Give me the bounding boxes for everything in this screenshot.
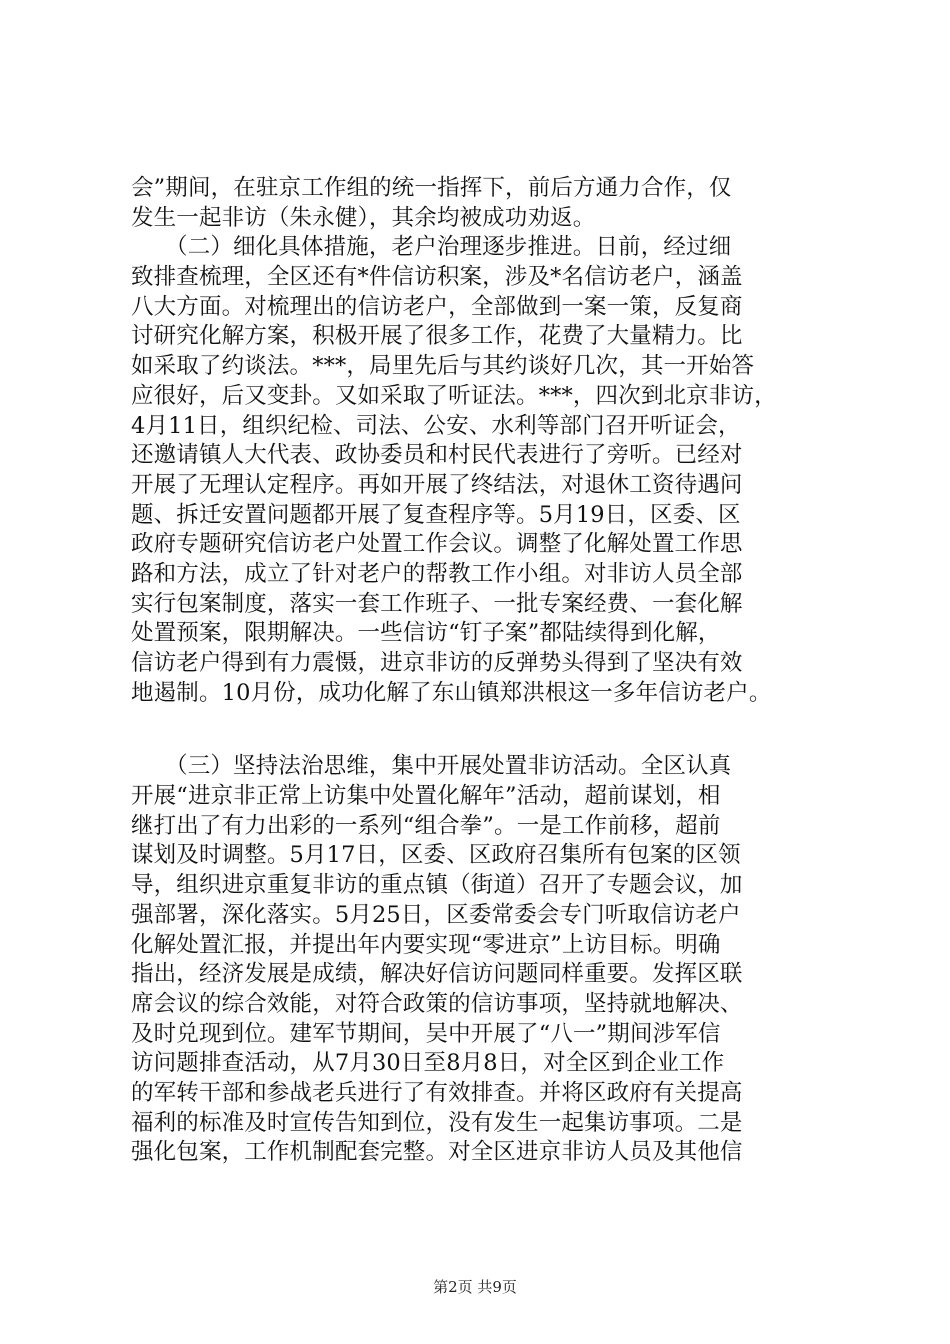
text-line: 席会议的综合效能，对符合政策的信访事项，坚持就地解决、 xyxy=(131,990,743,1017)
paragraph-1 xyxy=(131,174,831,233)
document-body xyxy=(131,174,831,1168)
text-line: 及时兑现到位。建军节期间，吴中开展了“八一”期间涉军信 xyxy=(131,1020,721,1047)
text-line: 处置预案，限期解决。一些信访“钉子案”都陆续得到化解， xyxy=(131,620,721,647)
text-line: 开展“进京非正常上访集中处置化解年”活动，超前谋划，相 xyxy=(131,783,721,810)
text-line: 题、拆迁安置问题都开展了复查程序等。5月19日，区委、区 xyxy=(131,501,741,528)
text-line: 信访老户得到有力震慑，进京非访的反弹势头得到了坚决有效 xyxy=(131,650,743,676)
text-line: 应很好，后又变卦。又如采取了听证法。***，四次到北京非访， xyxy=(131,382,777,409)
text-line: 致排查梳理，全区还有*件信访积案，涉及*名信访老户，涵盖 xyxy=(131,264,743,291)
text-line: 4月11日，组织纪检、司法、公安、水利等部门召开听证会， xyxy=(131,412,741,439)
text-line: （二）细化具体措施，老户治理逐步推进。日前，经过细 xyxy=(131,234,732,261)
text-line: 还邀请镇人大代表、政协委员和村民代表进行了旁听。已经对 xyxy=(131,442,743,469)
text-line: 政府专题研究信访老户处置工作会议。调整了化解处置工作思 xyxy=(131,531,743,558)
text-line: 会”期间，在驻京工作组的统一指挥下，前后方通力合作，仅 xyxy=(131,175,732,201)
text-line: 如采取了约谈法。***，局里先后与其约谈好几次，其一开始答 xyxy=(131,353,755,380)
text-line: 开展了无理认定程序。再如开展了终结法，对退休工资待遇问 xyxy=(131,471,743,498)
text-line: 强部署，深化落实。5月25日，区委常委会专门听取信访老户 xyxy=(131,901,741,928)
text-line: 福利的标准及时宣传告知到位，没有发生一起集访事项。二是 xyxy=(131,1109,743,1136)
paragraph-3 xyxy=(131,752,831,1168)
text-line: 指出，经济发展是成绩，解决好信访问题同样重要。发挥区联 xyxy=(131,961,743,988)
text-line: 的军转干部和参战老兵进行了有效排查。并将区政府有关提高 xyxy=(131,1079,743,1106)
text-line: 谋划及时调整。5月17日，区委、区政府召集所有包案的区领 xyxy=(131,842,741,869)
paragraph-2 xyxy=(131,233,831,708)
text-line: 导，组织进京重复非访的重点镇（街道）召开了专题会议，加 xyxy=(131,872,743,899)
paragraph-spacer xyxy=(131,708,831,752)
text-line: 发生一起非访（朱永健），其余均被成功劝返。 xyxy=(131,204,596,231)
text-line: 实行包案制度，落实一套工作班子、一批专案经费、一套化解 xyxy=(131,590,743,617)
text-line: 路和方法，成立了针对老户的帮教工作小组。对非访人员全部 xyxy=(131,560,743,587)
text-line: 访问题排查活动，从7月30日至8月8日，对全区到企业工作 xyxy=(131,1050,725,1077)
text-line: 化解处置汇报，并提出年内要实现“零进京”上访目标。明确 xyxy=(131,931,721,958)
text-line: 地遏制。10月份，成功化解了东山镇郑洪根这一多年信访老户。 xyxy=(131,679,772,706)
text-line: 强化包案，工作机制配套完整。对全区进京非访人员及其他信 xyxy=(131,1139,743,1166)
text-line: （三）坚持法治思维，集中开展处置非访活动。全区认真 xyxy=(131,753,732,780)
text-line: 八大方面。对梳理出的信访老户，全部做到一案一策，反复商 xyxy=(131,293,743,320)
text-line: 讨研究化解方案，积极开展了很多工作，花费了大量精力。比 xyxy=(131,323,743,350)
page-number: 第2页 共9页 xyxy=(433,1278,517,1296)
text-line: 继打出了有力出彩的一系列“组合拳”。一是工作前移，超前 xyxy=(131,812,721,839)
